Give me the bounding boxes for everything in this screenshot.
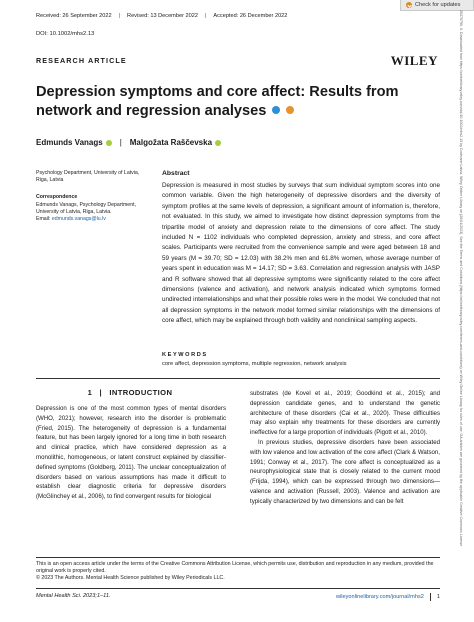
abstract-body: Depression is measured in most studies by surveys that sum individual symptom scores into one common variable. Given the high heterogeneity of depressive disorders and the diversity of symptom profiles at the same levels of depression, a significant amount of information is, therefore, not evaluated. In this study, we aimed to investigate how distinct depression symptoms from the tripartite model of anxiety and depression relate to the dimensions of core affect. The study included N = 1102 individuals who completed depression, anxiety and stress, and core affect scales. Participants were recruited from the convenience sample and were aged between 18 and 59 years (M = 39.70; SD = 12.03) with 38.2% men and 61.8% women, whose average number of years spent in education was M = 14.17; SD = 3.63. Correlation and regression analysis with JASP and R software showed that all depressive symptoms were significantly related to the core affect dimensions (valence and activation), and network analysis indicated which symptoms formed undirected interrelationships and what their possible roles were in the model. We concluded that not all depression symptoms in the network model formed similar relationships with the dimensions of core affect, which may be explained through both validity and noncliniical sampling aspects. <box>162 182 440 325</box>
check-updates-icon <box>406 2 412 8</box>
correspondence-text: Edmunds Vanags, Psychology Department, University of Latvia, Riga, Latvia. <box>36 201 136 215</box>
keywords-heading: KEYWORDS <box>162 352 208 358</box>
abstract-heading: Abstract <box>162 170 190 177</box>
page-footer <box>36 593 440 601</box>
email-link[interactable]: edmunds.vanags@lu.lv <box>51 216 106 223</box>
section-title: INTRODUCTION <box>109 388 173 397</box>
author-name[interactable]: Malgožata Raščevska <box>129 138 213 147</box>
journal-reference: Mental Health Sci. 2023;1–11. <box>36 593 111 599</box>
author-list <box>36 138 221 147</box>
keywords-text: core affect, depression symptoms, multiple regression, network analysis <box>162 361 347 367</box>
author-name[interactable]: Edmunds Vanags <box>36 138 103 147</box>
body-column-left: Depression is one of the most common types of mental disorders (WHO, 2021); however, research into the disorder is problematic (Fried, 2015). The heterogeneity of depression is a fundamental feature, but has been largely ignored for a long time in both research and clinical practice, which have considered depression as a monolithic, homogeneous, or latent construct explained by classifier-defined symptoms (Goldberg, 2011). The unclear conceptualization of disorders based on various assumptions has made it difficult to establish clear diagnostic criteria for depressive disorders (McGlinchey et al., 2006), to find convergent results for biological <box>36 405 226 501</box>
download-notice-sidebar: 26375790, 0, Downloaded from https://onlinelibrary.wiley.com/doi/10.1002/mhs2.13 by Cochrane Latvia, Wiley Online Library on [26/01/2023]. See the Terms and Conditions (https://onlinelibrary.wiley.com/terms-and-conditions) on Wiley Online Library for rules of use; OA articles are governed by the applicable Creative Commons License <box>459 10 463 547</box>
publisher-logo: WILEY <box>390 53 438 68</box>
body-column-right <box>250 389 440 507</box>
email-label: Email: <box>36 216 51 223</box>
paragraph: In previous studies, depressive disorders have been associated with low valence and low activation of the core affect (Clark & Watson, 1991; Conway et al., 2017). The core affect is conceptualized as a neurophysiological state that is closely related to the current mood (Frijda, 1994), which can be expressed through two dimensions—valence and activation (Russell, 2003). Valence and activation are typically characterized by two dimensions and can be felt <box>250 438 440 505</box>
email-line <box>36 216 146 223</box>
date-separator: | <box>118 13 121 19</box>
open-data-icon[interactable] <box>286 106 294 114</box>
license-text: This is an open access article under the terms of the Creative Commons Attribution License, which permits use, distribution and reproduction in any medium, provided the original work is properly cited. <box>36 561 434 574</box>
correspondence-heading: Correspondence <box>36 194 78 201</box>
article-title <box>36 83 426 121</box>
accepted-date: Accepted: 26 December 2022 <box>213 13 288 19</box>
journal-url-link[interactable]: wileyonlinelibrary.com/journal/mhs2 <box>335 594 424 600</box>
orcid-icon[interactable] <box>215 140 221 146</box>
license-block <box>36 561 440 582</box>
article-type: RESEARCH ARTICLE <box>36 56 127 65</box>
footer-divider <box>36 588 440 589</box>
revised-date: Revised: 13 December 2022 <box>127 13 198 19</box>
title-text: Depression symptoms and core affect: Results from network and regression analyses <box>36 84 399 119</box>
license-divider <box>36 557 440 558</box>
page-number: 1 <box>436 594 440 600</box>
section-number: 1 <box>87 388 93 397</box>
copyright-text: © 2023 The Authors. Mental Health Science published by Wiley Periodicals LLC. <box>36 575 225 581</box>
section-divider <box>36 378 440 379</box>
open-access-icon[interactable] <box>272 106 280 114</box>
section-heading: 1 | INTRODUCTION <box>87 388 173 397</box>
check-updates-label: Check for updates <box>415 2 461 8</box>
received-date: Received: 26 September 2022 <box>36 13 112 19</box>
date-separator: | <box>204 13 207 19</box>
article-dates <box>36 13 287 19</box>
orcid-icon[interactable] <box>106 140 112 146</box>
affiliation-text: Psychology Department, University of Latvia, Riga, Latvia <box>36 170 140 184</box>
affiliation-block <box>36 170 146 223</box>
paragraph: substrates (de Kovel et al., 2019; Goodkind et al., 2015); and depression candidate genes, and to understand the genetic architecture of these disorders (Cai et al., 2020). These difficulties may also explain why treatments for these disorders are currently ineffective for a large proportion of individuals (Pigott et al., 2010). <box>250 390 440 437</box>
abstract <box>162 170 440 327</box>
author-separator: | <box>119 138 122 147</box>
doi[interactable]: DOI: 10.1002/mhs2.13 <box>36 31 95 37</box>
footer-separator <box>430 593 431 601</box>
